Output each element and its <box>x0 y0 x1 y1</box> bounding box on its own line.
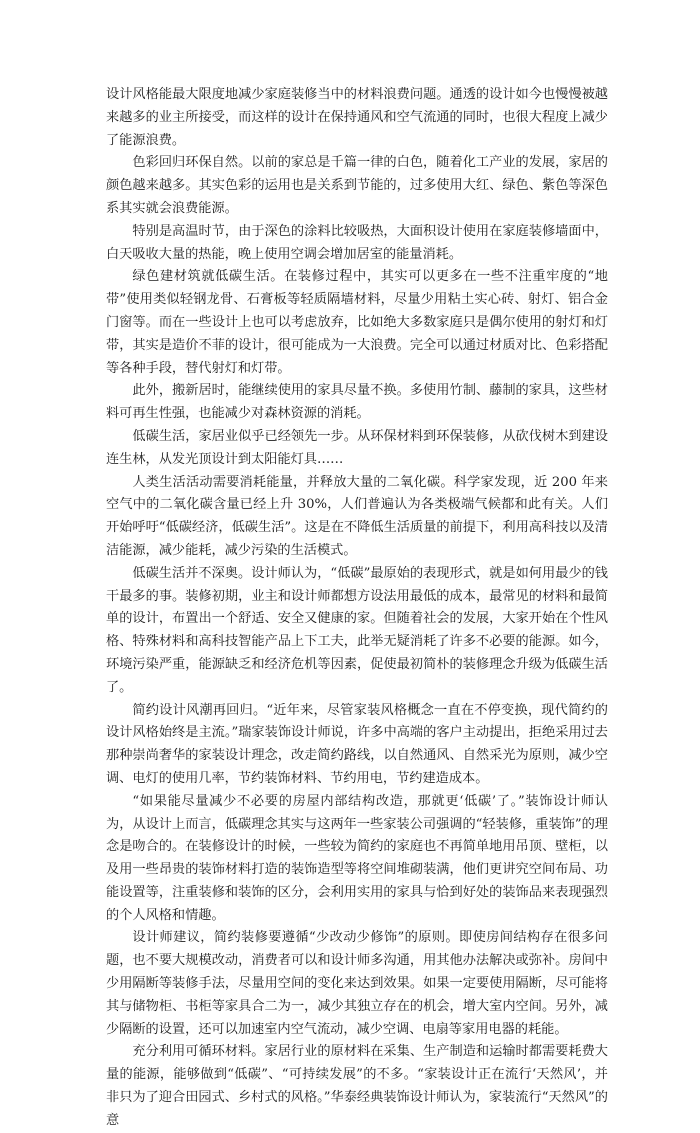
paragraph: 绿色建材筑就低碳生活。在装修过程中，其实可以更多在一些不注重牢度的“地带”使用类似轻钢龙骨、石膏板等轻质隔墙材料，尽量少用粘土实心砖、射灯、铝合金门窗等。而在一些设计上也可以考虑放弃，比如绝大多数家庭只是偶尔使用的射灯和灯带，其实是造价不菲的设计，很可能成为一大浪费。完全可以通过材质对比、色彩搭配等各种手段，替代射灯和灯带。 <box>106 269 608 376</box>
paragraph: 设计师建议，简约装修要遵循“少改动少修饰”的原则。即使房间结构存在很多问题，也不要大规模改动，消费者可以和设计师多沟通，用其他办法解决或弥补。房间中少用隔断等装修手法，尽量用空间的变化来达到效果。如果一定要使用隔断，尽可能将其与储物柜、书柜等家具合二为一，减少其独立存在的机会，增大室内空间。另外，减少隔断的设置，还可以加速室内空气流动，减少空调、电扇等家用电器的耗能。 <box>106 930 608 1037</box>
paragraph: 人类生活活动需要消耗能量，并释放大量的二氧化碳。科学家发现，近 200 年来空气中的二氧化碳含量已经上升 30%，人们普遍认为各类极端气候都和此有关。人们开始呼吁“低碳经济，低碳生活”。这是在不降低生活质量的前提下，利用高科技以及清洁能源，减少能耗，减少污染的生活模式。 <box>106 474 608 558</box>
paragraph: 特别是高温时节，由于深色的涂料比较吸热，大面积设计使用在家庭装修墙面中，白天吸收大量的热能，晚上使用空调会增加居室的能量消耗。 <box>106 223 608 262</box>
paragraph: “如果能尽量减少不必要的房屋内部结构改造，那就更‘低碳’了。”装饰设计师认为，从设计上而言，低碳理念其实与这两年一些家装公司强调的“轻装修，重装饰”的理念是吻合的。在装修设计的时候，一些较为简约的家庭也不再简单地用吊顶、壁柜，以及用一些昂贵的装饰材料打造的装饰造型等将空间堆砌装满，他们更讲究空间布局、功能设置等，注重装修和装饰的区分，会利用实用的家具与恰到好处的装饰品来表现强烈的个人风格和情趣。 <box>106 793 608 923</box>
paragraph: 低碳生活并不深奥。设计师认为，“低碳”最原始的表现形式，就是如何用最少的钱干最多的事。装修初期，业主和设计师都想方设法用最低的成本，最常见的材料和最简单的设计，布置出一个舒适、安全又健康的家。但随着社会的发展，大家开始在个性风格、特殊材料和高科技智能产品上下工夫，此举无疑消耗了许多不必要的能源。如今，环境污染严重，能源缺乏和经济危机等因素，促使最初简朴的装修理念升级为低碳生活了。 <box>106 565 608 695</box>
paragraph: 充分利用可循环材料。家居行业的原材料在采集、生产制造和运输时都需要耗费大量的能源，能够做到“低碳”、“可持续发展”的不多。“家装设计正在流行‘天然风’，并非只为了迎合田园式、乡村式的风格。”华泰经典装饰设计师认为，家装流行“天然风”的意 <box>106 1044 608 1128</box>
paragraph: 设计风格能最大限度地减少家庭装修当中的材料浪费问题。通透的设计如今也慢慢被越来越多的业主所接受，而这样的设计在保持通风和空气流通的同时，也很大程度上减少了能源浪费。 <box>106 87 608 148</box>
document-body <box>106 84 608 1133</box>
paragraph: 此外，搬新居时，能继续使用的家具尽量不换。多使用竹制、藤制的家具，这些材料可再生性强，也能减少对森林资源的消耗。 <box>106 383 608 422</box>
paragraph: 色彩回归环保自然。以前的家总是千篇一律的白色，随着化工产业的发展，家居的颜色越来越多。其实色彩的运用也是关系到节能的，过多使用大红、绿色、紫色等深色系其实就会浪费能源。 <box>106 155 608 216</box>
paragraph: 低碳生活，家居业似乎已经领先一步。从环保材料到环保装修，从砍伐树木到建设连生林，从发光顶设计到太阳能灯具…… <box>106 428 608 467</box>
paragraph: 简约设计风潮再回归。“近年来，尽管家装风格概念一直在不停变换，现代简约的设计风格始终是主流。”瑞家装饰设计师说，许多中高端的客户主动提出，拒绝采用过去那种崇尚奢华的家装设计理念，改走简约路线，以自然通风、自然采光为原则，减少空调、电灯的使用几率，节约装饰材料、节约用电，节约建造成本。 <box>106 702 608 786</box>
